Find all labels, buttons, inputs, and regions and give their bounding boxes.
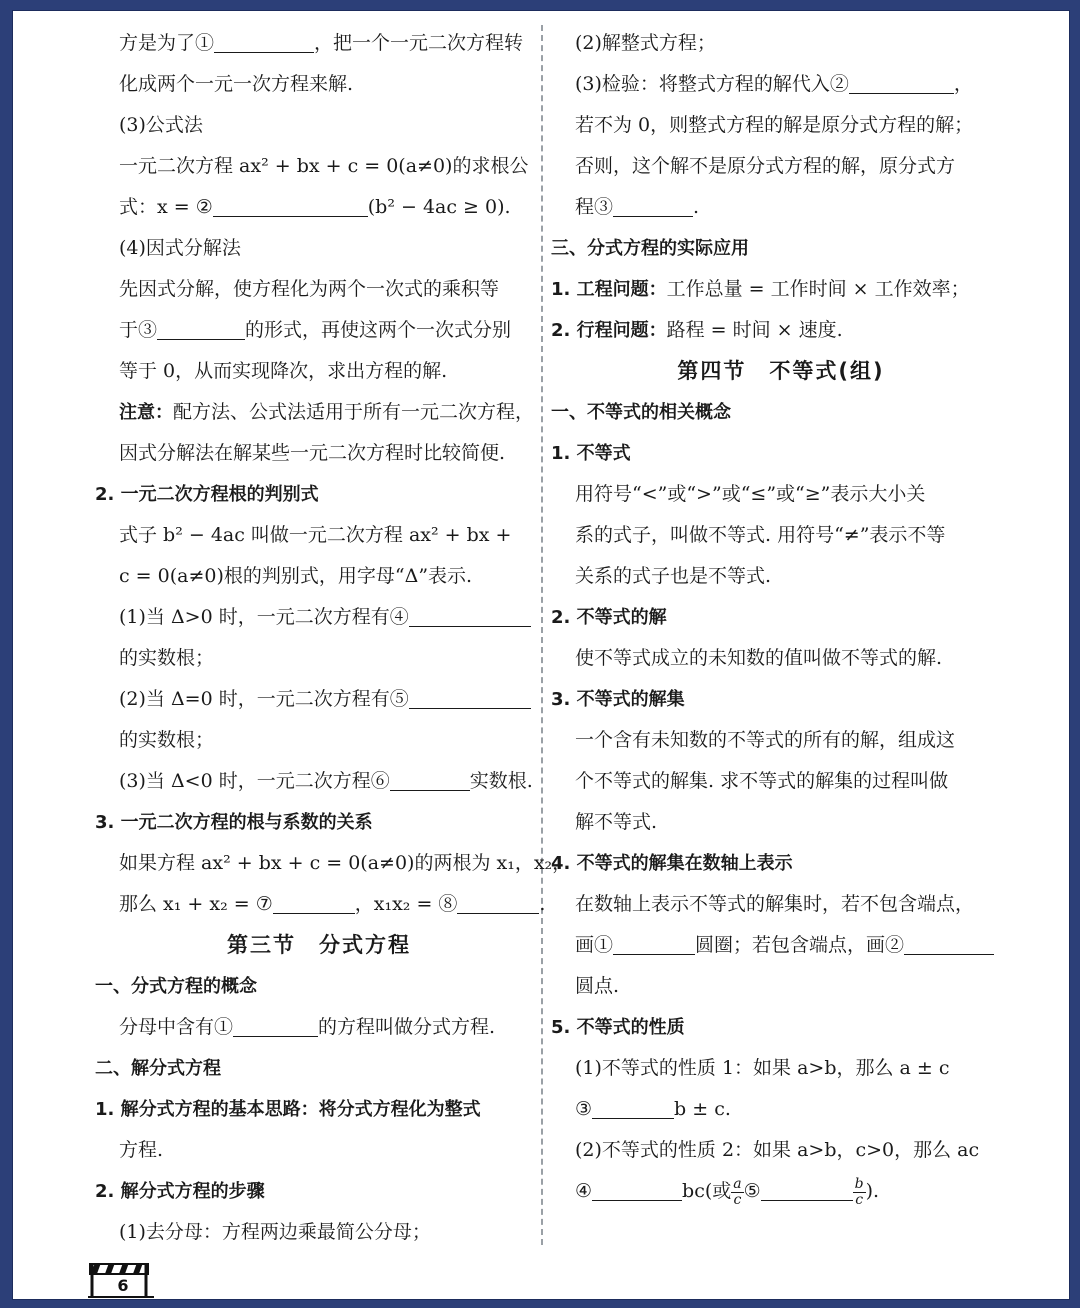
line-text: ，把一个一元二次方程转 [314, 32, 524, 54]
text-line [551, 1171, 1011, 1212]
text-line [551, 966, 1011, 1007]
line-text: 2. 解分式方程的步骤 [95, 1181, 265, 1202]
text-line [95, 433, 543, 474]
line-text: ③ [575, 1098, 593, 1120]
line-text: 第三节 分式方程 [227, 933, 411, 957]
line-text: 3. 一元二次方程的根与系数的关系 [95, 812, 373, 833]
line-text: 2. 一元二次方程根的判别式 [95, 484, 319, 505]
text-line [551, 884, 1011, 925]
line-text: 圆圈；若包含端点，画② [695, 934, 905, 956]
line-text: (2)当 Δ=0 时，一元二次方程有⑤ [119, 688, 409, 710]
line-text: 配方法、公式法适用于所有一元二次方程， [173, 401, 535, 423]
bold-prefix: 注意： [119, 402, 173, 423]
line-text: 5. 不等式的性质 [551, 1017, 685, 1038]
line-text: 路程 = 时间 × 速度. [666, 319, 843, 341]
line-text: 的形式，再使这两个一次式分别 [245, 319, 512, 341]
fill-in-blank[interactable] [592, 1094, 674, 1119]
text-line [95, 228, 543, 269]
line-text: 2. 不等式的解 [551, 607, 667, 628]
line-text: 等于 0，从而实现降次，求出方程的解. [119, 360, 448, 382]
line-text: (3)公式法 [119, 114, 203, 136]
line-text: 于③ [119, 319, 158, 341]
line-text: (2)不等式的性质 2：如果 a>b，c>0，那么 ac [575, 1139, 980, 1161]
line-text: 一、不等式的相关概念 [551, 402, 731, 423]
line-text: c = 0(a≠0)根的判别式，用字母“Δ”表示. [119, 565, 473, 587]
fill-in-blank[interactable] [390, 766, 470, 791]
line-text: 关系的式子也是不等式. [575, 565, 772, 587]
subsection-heading [551, 392, 1011, 433]
fill-in-blank[interactable] [904, 930, 994, 955]
line-text: 实数根. [469, 770, 533, 792]
fill-in-blank[interactable] [761, 1176, 853, 1201]
text-line [95, 310, 543, 351]
subsection-heading [551, 1007, 1011, 1048]
line-text: 方是为了① [119, 32, 215, 54]
line-text: 三、分式方程的实际应用 [551, 238, 749, 259]
line-text: 那么 x₁ + x₂ = ⑦ [119, 893, 273, 915]
page-number: 6 [117, 1276, 129, 1295]
numerator: b [854, 1175, 864, 1192]
text-line [551, 474, 1011, 515]
denominator: c [855, 1191, 864, 1208]
line-text: 个不等式的解集. 求不等式的解集的过程叫做 [575, 770, 949, 792]
text-line [95, 556, 543, 597]
line-text: 4. 不等式的解集在数轴上表示 [551, 853, 793, 874]
subsection-heading [551, 843, 1011, 884]
section-heading [95, 925, 543, 966]
line-text: 一元二次方程 ax² + bx + c = 0(a≠0)的求根公 [119, 155, 529, 177]
text-line [551, 23, 1011, 64]
line-text: 方程. [119, 1139, 164, 1161]
text-line [95, 269, 543, 310]
section-heading [551, 351, 1011, 392]
numerator: a [733, 1175, 742, 1192]
line-text: 的实数根； [119, 647, 215, 669]
line-text: 解不等式. [575, 811, 658, 833]
fill-in-blank[interactable] [409, 602, 531, 627]
line-text: ，x₁x₂ = ⑧ [354, 893, 458, 915]
subsection-heading [95, 1048, 543, 1089]
subsection-heading [95, 1171, 543, 1212]
line-text: 化成两个一元一次方程来解. [119, 73, 354, 95]
bold-prefix: 1. 工程问题： [551, 279, 667, 300]
text-line [551, 146, 1011, 187]
subsection-heading [551, 433, 1011, 474]
line-text: 一、分式方程的概念 [95, 976, 257, 997]
fill-in-blank[interactable] [213, 192, 368, 217]
text-line [551, 761, 1011, 802]
fill-in-blank[interactable] [849, 69, 954, 94]
line-text: 3. 不等式的解集 [551, 689, 685, 710]
page-number-badge [88, 1260, 158, 1300]
line-text: (4)因式分解法 [119, 237, 241, 259]
line-text: 的实数根； [119, 729, 215, 751]
line-text: (1)当 Δ>0 时，一元二次方程有④ [119, 606, 409, 628]
text-line [551, 105, 1011, 146]
text-line [95, 679, 543, 720]
text-line [95, 761, 543, 802]
line-text: 若不为 0，则整式方程的解是原分式方程的解； [575, 114, 974, 136]
line-text: 一个含有未知数的不等式的所有的解，组成这 [575, 729, 956, 751]
line-text: 用符号“<”或“>”或“≤”或“≥”表示大小关 [575, 483, 926, 505]
text-line [551, 720, 1011, 761]
line-text: 1. 不等式 [551, 443, 631, 464]
line-text: (3)检验：将整式方程的解代入② [575, 73, 849, 95]
text-line [95, 351, 543, 392]
line-text: (1)不等式的性质 1：如果 a>b，那么 a ± c [575, 1057, 950, 1079]
line-text: . [539, 893, 546, 915]
line-text: b ± c. [674, 1098, 731, 1120]
text-line [95, 105, 543, 146]
text-line [551, 1048, 1011, 1089]
line-text: 第四节 不等式(组) [677, 359, 885, 383]
line-text: 系的式子，叫做不等式. 用符号“≠”表示不等 [575, 524, 946, 546]
fraction-a-over-c [731, 1177, 743, 1208]
fill-in-blank[interactable] [233, 1012, 318, 1037]
right-column [551, 23, 1011, 1212]
denominator: c [733, 1191, 742, 1208]
text-line [551, 1089, 1011, 1130]
text-line [551, 925, 1011, 966]
text-line [95, 23, 543, 64]
line-text: (1)去分母：方程两边乘最简公分母； [119, 1221, 431, 1243]
line-text: 的方程叫做分式方程. [318, 1016, 496, 1038]
fill-in-blank[interactable] [613, 930, 695, 955]
line-text: 工作总量 = 工作时间 × 工作效率； [666, 278, 970, 300]
subsection-heading [95, 474, 543, 515]
line-text: (2)解整式方程； [575, 32, 716, 54]
line-text: ). [865, 1180, 880, 1202]
line-text: 二、解分式方程 [95, 1058, 221, 1079]
line-text: (b² − 4ac ≥ 0). [367, 196, 511, 218]
bold-prefix: 2. 行程问题： [551, 320, 667, 341]
fill-in-blank[interactable] [273, 889, 355, 914]
text-line [95, 597, 543, 638]
text-line [551, 64, 1011, 105]
subsection-heading [551, 597, 1011, 638]
line-text: 因式分解法在解某些一元二次方程时比较简便. [119, 442, 506, 464]
line-text: 式：x = ② [119, 196, 213, 218]
line-text: . [693, 196, 700, 218]
fill-in-blank[interactable] [214, 28, 314, 53]
line-text: 圆点. [575, 975, 620, 997]
subsection-heading [95, 966, 543, 1007]
text-line [95, 884, 546, 925]
text-line [551, 638, 1011, 679]
subsection-heading [551, 228, 1011, 269]
line-text: ， [953, 73, 973, 95]
line-text: (3)当 Δ<0 时，一元二次方程⑥ [119, 770, 390, 792]
text-line [95, 720, 543, 761]
text-line [551, 1130, 1011, 1171]
fill-in-blank[interactable] [157, 315, 245, 340]
text-line [551, 187, 1011, 228]
line-text: ⑤ [743, 1180, 761, 1202]
text-line [551, 515, 1011, 556]
text-line [95, 146, 543, 187]
text-line [95, 515, 543, 556]
line-text: 使不等式成立的未知数的值叫做不等式的解. [575, 647, 943, 669]
subsection-heading [95, 1089, 543, 1130]
text-line [551, 802, 1011, 843]
line-text: 画① [575, 934, 614, 956]
line-text: 分母中含有① [119, 1016, 234, 1038]
line-text: 式子 b² − 4ac 叫做一元二次方程 ax² + bx + [119, 524, 512, 546]
text-line [95, 843, 572, 884]
line-text: bc(或 [682, 1180, 732, 1202]
text-line [551, 269, 1011, 310]
line-text: 在数轴上表示不等式的解集时，若不包含端点， [575, 893, 975, 915]
subsection-heading [95, 802, 543, 843]
fill-in-blank[interactable] [613, 192, 693, 217]
text-line [95, 1212, 543, 1253]
fill-in-blank[interactable] [592, 1176, 682, 1201]
fill-in-blank[interactable] [457, 889, 539, 914]
page [12, 10, 1070, 1300]
text-line [95, 187, 543, 228]
text-line [95, 1130, 543, 1171]
text-line [95, 64, 543, 105]
text-line [551, 556, 1011, 597]
fraction-b-over-c [853, 1177, 866, 1208]
line-text: 先因式分解，使方程化为两个一次式的乘积等 [119, 278, 500, 300]
left-column [95, 23, 572, 1253]
line-text: 程③ [575, 196, 614, 218]
text-line [551, 310, 1011, 351]
line-text: 如果方程 ax² + bx + c = 0(a≠0)的两根为 x₁，x₂， [119, 852, 572, 874]
text-line [95, 392, 543, 433]
line-text: ④ [575, 1180, 593, 1202]
subsection-heading [551, 679, 1011, 720]
line-text: 1. 解分式方程的基本思路：将分式方程化为整式 [95, 1099, 481, 1120]
text-line [95, 1007, 543, 1048]
fill-in-blank[interactable] [409, 684, 531, 709]
line-text: 否则，这个解不是原分式方程的解，原分式方 [575, 155, 956, 177]
text-line [95, 638, 543, 679]
